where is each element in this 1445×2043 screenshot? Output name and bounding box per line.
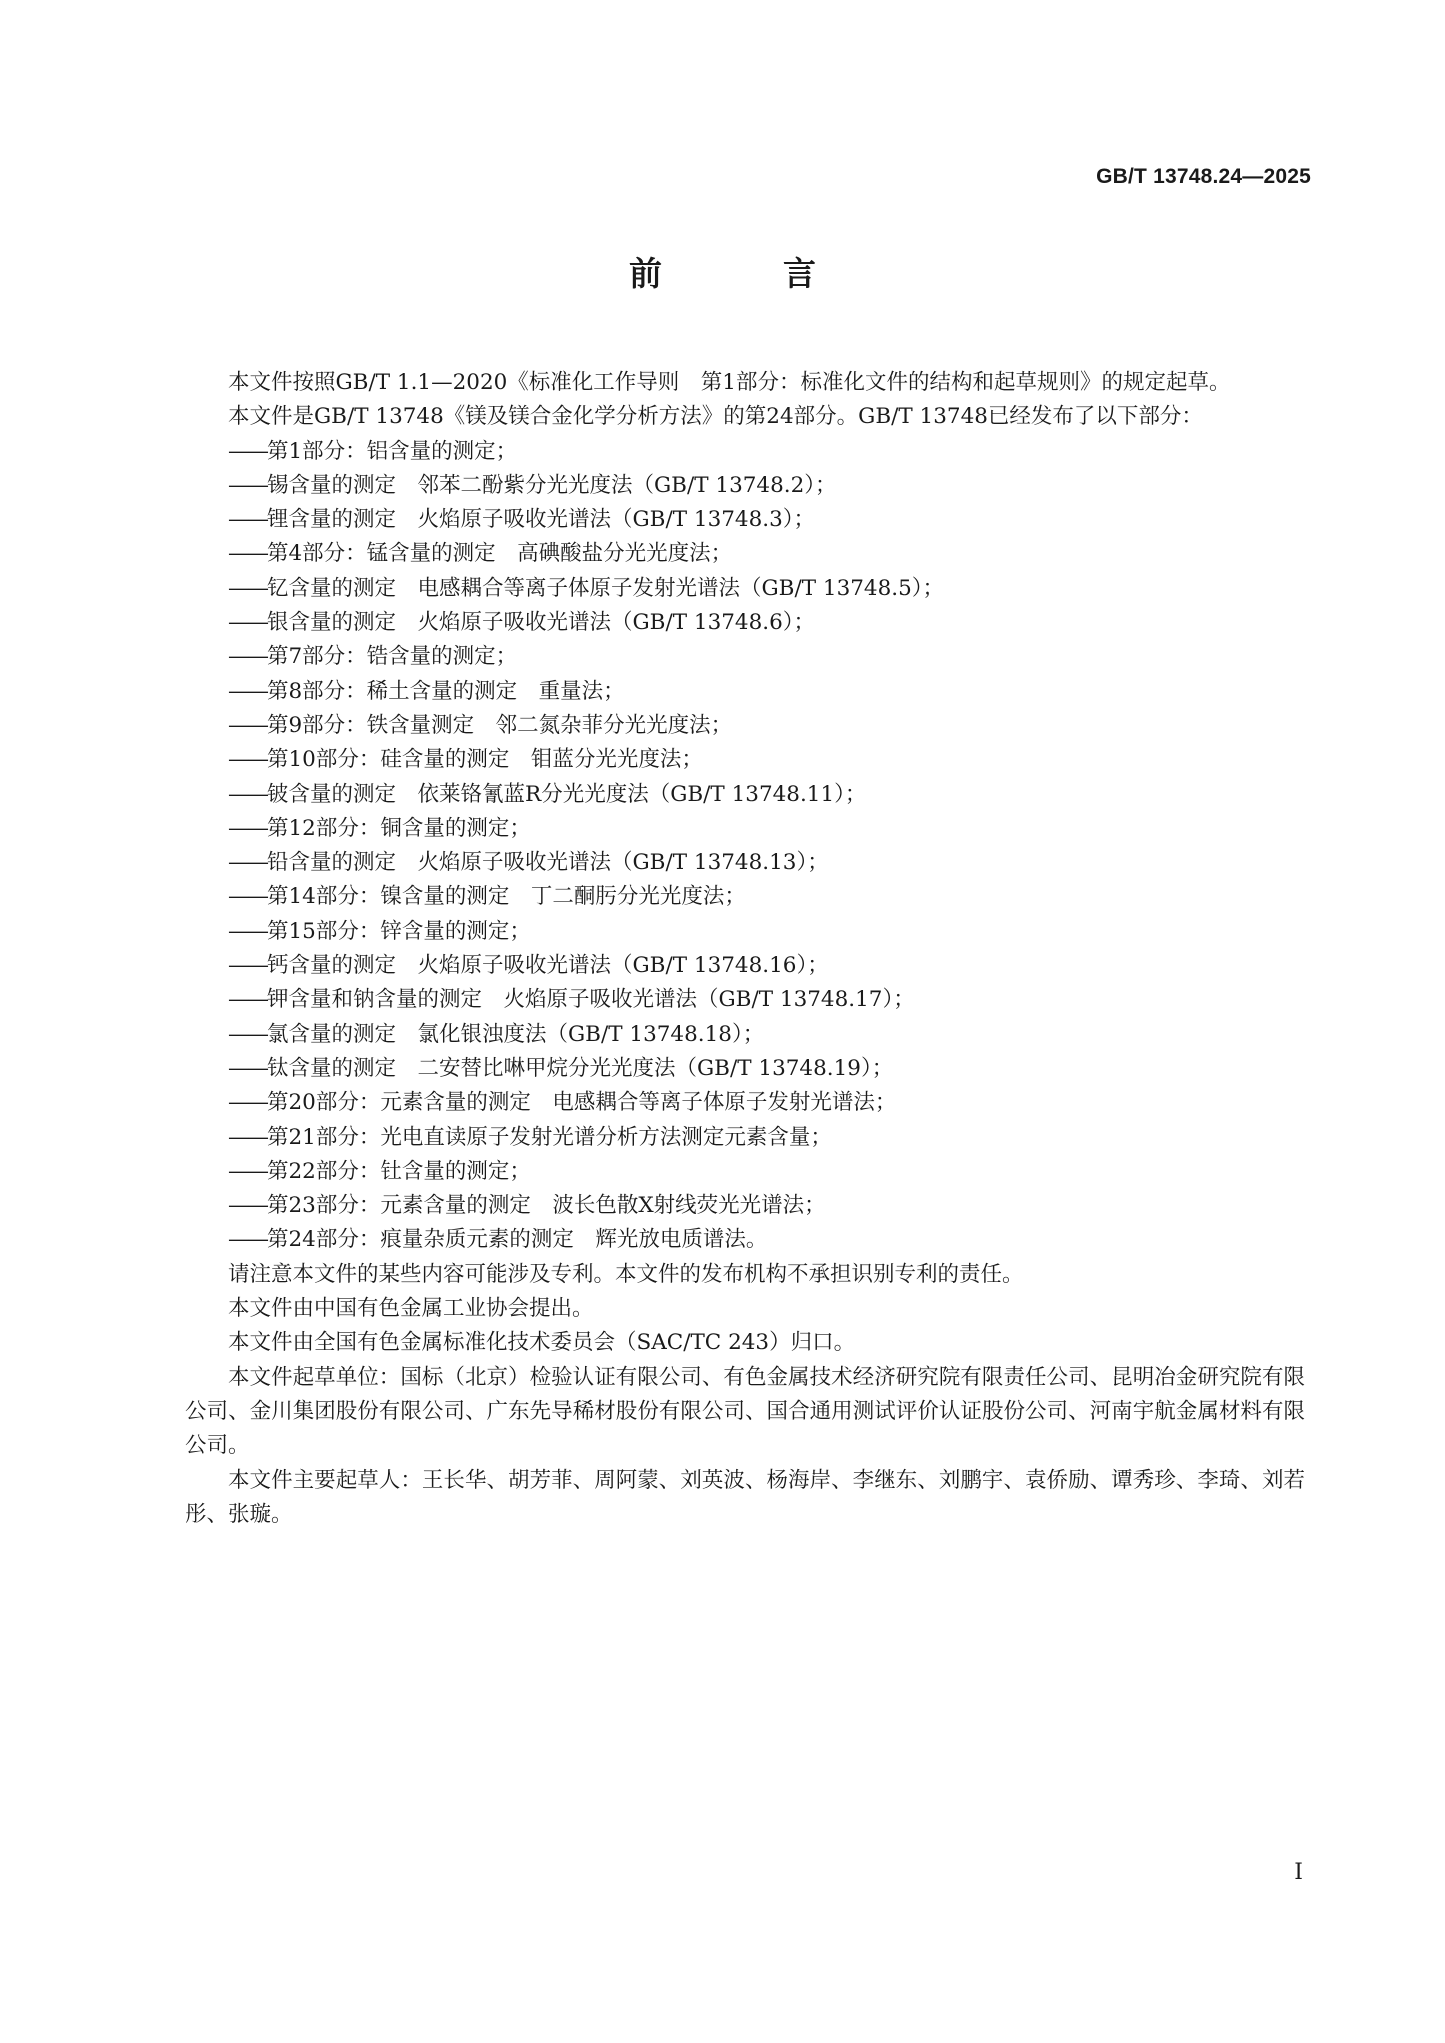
list-item [185, 503, 1305, 537]
paragraph-patent-notice: 请注意本文件的某些内容可能涉及专利。本文件的发布机构不承担识别专利的责任。 [228, 1261, 1024, 1287]
list-dash: —— [228, 987, 267, 1013]
list-dash: —— [228, 1193, 267, 1219]
paragraph-proposer: 本文件由中国有色金属工业协会提出。 [228, 1296, 594, 1322]
list-item [185, 1121, 1305, 1155]
list-dash: —— [228, 507, 267, 533]
list-dash: —— [228, 850, 267, 876]
list-item [185, 915, 1305, 949]
list-dash: —— [228, 541, 267, 567]
list-item [185, 1052, 1305, 1086]
list-dash: —— [228, 1090, 267, 1116]
list-item [185, 743, 1305, 777]
list-dash: —— [228, 644, 267, 670]
list-item [185, 675, 1305, 709]
list-dash: —— [228, 781, 267, 807]
list-item-text: 锂含量的测定 火焰原子吸收光谱法（GB/T 13748.3）； [267, 507, 816, 533]
list-item-text: 第10部分：硅含量的测定 钼蓝分光光度法； [267, 747, 703, 773]
list-item-text: 第7部分：锆含量的测定； [267, 644, 518, 670]
list-item-text: 第4部分：锰含量的测定 高碘酸盐分光光度法； [267, 541, 733, 567]
paragraph-series-intro: 本文件是GB/T 13748《镁及镁合金化学分析方法》的第24部分。GB/T 13748已经发布了以下部分： [228, 404, 1203, 430]
list-item [185, 469, 1305, 503]
list-item [185, 812, 1305, 846]
list-dash: —— [228, 1021, 267, 1047]
list-item-text: 第9部分：铁含量测定 邻二氮杂菲分光光度法； [267, 712, 733, 738]
list-item-text: 第21部分：光电直读原子发射光谱分析方法测定元素含量； [267, 1124, 832, 1150]
list-dash: —— [228, 712, 267, 738]
list-item [185, 1223, 1305, 1257]
list-item-text: 钇含量的测定 电感耦合等离子体原子发射光谱法（GB/T 13748.5）； [267, 575, 945, 601]
list-dash: —— [228, 438, 267, 464]
list-item [185, 1155, 1305, 1189]
list-dash: —— [228, 884, 267, 910]
list-item [185, 949, 1305, 983]
list-item-text: 铍含量的测定 依莱铬氰蓝R分光光度法（GB/T 13748.11）； [267, 781, 867, 807]
list-item [185, 778, 1305, 812]
paragraph-committee: 本文件由全国有色金属标准化技术委员会（SAC/TC 243）归口。 [228, 1330, 856, 1356]
list-item [185, 606, 1305, 640]
list-dash: —— [228, 575, 267, 601]
list-dash: —— [228, 472, 267, 498]
paragraph-drafting-units: 本文件起草单位：国标（北京）检验认证有限公司、有色金属技术经济研究院有限责任公司、昆明冶金研究院有限公司、金川集团股份有限公司、广东先导稀材股份有限公司、国合通用测试评价认证股份公司、河南宇航金属材料有限公司。 [185, 1364, 1305, 1459]
list-dash: —— [228, 1158, 267, 1184]
list-dash: —— [228, 1124, 267, 1150]
list-item-text: 第22部分：钍含量的测定； [267, 1158, 531, 1184]
list-dash: —— [228, 1055, 267, 1081]
list-item-text: 银含量的测定 火焰原子吸收光谱法（GB/T 13748.6）； [267, 610, 816, 636]
list-item [185, 640, 1305, 674]
list-item-text: 第14部分：镍含量的测定 丁二酮肟分光光度法； [267, 884, 746, 910]
list-item [185, 1189, 1305, 1223]
list-dash: —— [228, 678, 267, 704]
page-title: 前 言 [629, 254, 860, 293]
list-dash: —— [228, 918, 267, 944]
list-item [185, 880, 1305, 914]
list-dash: —— [228, 610, 267, 636]
list-item-text: 钾含量和钠含量的测定 火焰原子吸收光谱法（GB/T 13748.17）； [267, 987, 915, 1013]
standard-code: GB/T 13748.24—2025 [1096, 165, 1311, 188]
list-item-text: 钙含量的测定 火焰原子吸收光谱法（GB/T 13748.16）； [267, 953, 829, 979]
list-item-text: 铅含量的测定 火焰原子吸收光谱法（GB/T 13748.13）； [267, 850, 829, 876]
list-item [185, 709, 1305, 743]
parts-list [185, 435, 1305, 1258]
list-dash: —— [228, 1227, 267, 1253]
list-dash: —— [228, 953, 267, 979]
list-item [185, 435, 1305, 469]
page-number: I [1294, 1860, 1303, 1885]
list-item-text: 锡含量的测定 邻苯二酚紫分光光度法（GB/T 13748.2）； [267, 472, 837, 498]
list-item-text: 第24部分：痕量杂质元素的测定 辉光放电质谱法。 [267, 1227, 768, 1253]
list-item-text: 第1部分：铝含量的测定； [267, 438, 518, 464]
paragraph-drafting-rules: 本文件按照GB/T 1.1—2020《标准化工作导则 第1部分：标准化文件的结构和起草规则》的规定起草。 [228, 370, 1231, 395]
list-item-text: 第20部分：元素含量的测定 电感耦合等离子体原子发射光谱法； [267, 1090, 897, 1116]
list-item [185, 846, 1305, 880]
list-item [185, 537, 1305, 571]
list-item-text: 第8部分：稀土含量的测定 重量法； [267, 678, 625, 704]
list-item [185, 572, 1305, 606]
list-item [185, 983, 1305, 1017]
foreword-body [185, 366, 1305, 1532]
list-item [185, 1086, 1305, 1120]
list-item-text: 钛含量的测定 二安替比啉甲烷分光光度法（GB/T 13748.19）； [267, 1055, 894, 1081]
list-dash: —— [228, 747, 267, 773]
list-item-text: 第12部分：铜含量的测定； [267, 815, 531, 841]
list-item-text: 第15部分：锌含量的测定； [267, 918, 531, 944]
list-item [185, 1018, 1305, 1052]
paragraph-drafters: 本文件主要起草人：王长华、胡芳菲、周阿蒙、刘英波、杨海岸、李继东、刘鹏宇、袁侨励、谭秀珍、李琦、刘若彤、张璇。 [185, 1467, 1305, 1527]
list-item-text: 第23部分：元素含量的测定 波长色散X射线荧光光谱法； [267, 1193, 826, 1219]
list-dash: —— [228, 815, 267, 841]
list-item-text: 氯含量的测定 氯化银浊度法（GB/T 13748.18）； [267, 1021, 765, 1047]
